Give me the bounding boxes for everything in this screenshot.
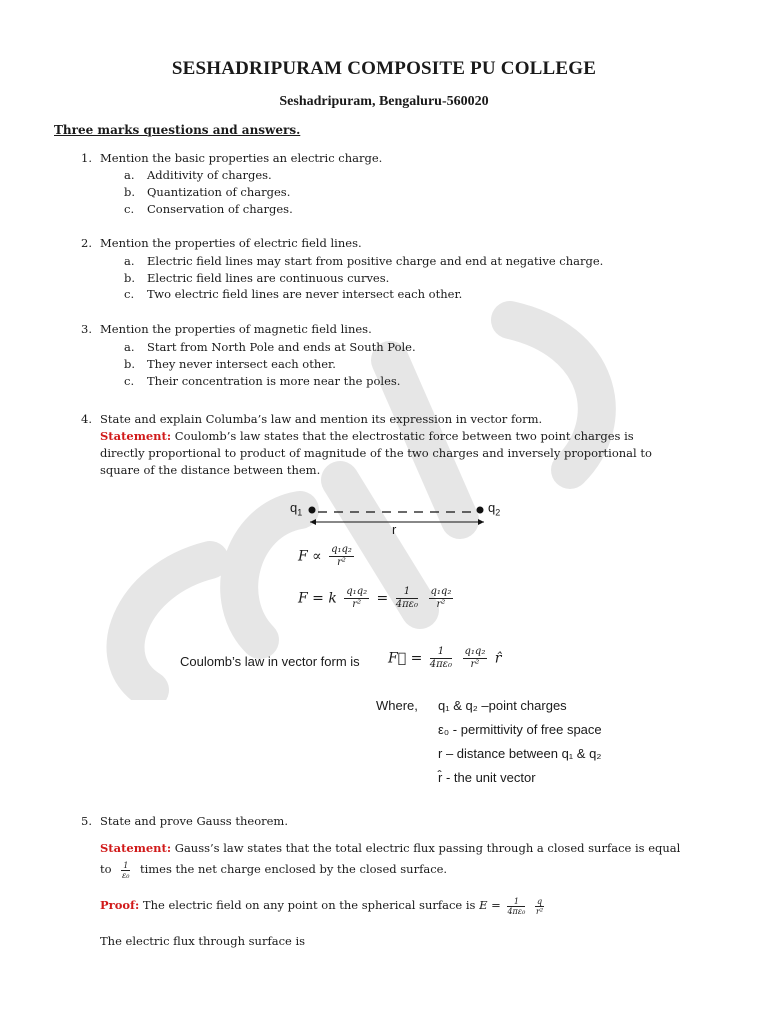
option-text: Two electric field lines are never intersect each other. (147, 287, 463, 301)
statement-line (100, 840, 680, 857)
option-text: Quantization of charges. (147, 185, 291, 199)
option-label: b. (124, 271, 136, 285)
where-item: r̂ - the unit vector (438, 770, 536, 785)
flux-line: The electric flux through surface is (100, 934, 306, 948)
option-text: Additivity of charges. (147, 168, 272, 182)
college-title: SESHADRIPURAM COMPOSITE PU COLLEGE (171, 58, 597, 79)
question-text: State and explain Columba’s law and mention its expression in vector form. (100, 412, 543, 426)
statement-text: Coulomb’s law states that the electrostatic force between two point charges is (174, 429, 634, 443)
question-number: 4. (81, 412, 92, 426)
frac-numerator: 1 (507, 897, 525, 907)
statement-line (100, 857, 447, 881)
coulomb-force-eq: F = k $\frac{\text{q₁q₂}}{\text{r²}}$ = $\frac{1}{\text{4πε₀}}$ $\frac{\text{q₁q₂}}{\text{r²}}$ (298, 586, 452, 610)
option-label: c. (124, 287, 135, 301)
statement-text: times the net charge enclosed by the closed surface. (139, 862, 448, 876)
option-label: c. (124, 202, 135, 216)
question-number: 1. (81, 151, 92, 165)
frac-denominator: r² (536, 906, 544, 916)
where-item: ε₀ - permittivity of free space (438, 722, 602, 737)
option-text: Conservation of charges. (147, 202, 293, 216)
option-label: c. (124, 374, 135, 388)
arrow-right-head (478, 519, 484, 525)
college-address: Seshadripuram, Bengaluru-560020 (279, 94, 489, 109)
option-text: Electric field lines are continuous curves. (147, 271, 390, 285)
question-text: Mention the properties of electric field lines. (100, 236, 362, 250)
q2-label: $q_2$ (488, 500, 501, 518)
option-text: Start from North Pole and ends at South Pole. (147, 340, 416, 354)
option-label: a. (124, 340, 135, 354)
statement-text: to (100, 862, 112, 876)
q1-label: $q_1$ (290, 500, 303, 518)
charge-q2-dot (477, 507, 484, 514)
where-item: q₁ & q₂ –point charges (438, 698, 567, 713)
option-label: b. (124, 357, 136, 371)
frac-denominator: 4πε₀ (507, 906, 526, 916)
proof-label: Proof: (100, 898, 140, 912)
question-text: Mention the properties of magnetic field lines. (100, 322, 372, 336)
frac-numerator: 1 (123, 860, 129, 870)
question-number: 5. (81, 814, 92, 828)
option-label: a. (124, 168, 135, 182)
r-label: r (392, 522, 397, 537)
option-text: Electric field lines may start from positive charge and end at negative charge. (147, 254, 604, 268)
vector-form-label: Coulomb’s law in vector form is (180, 654, 360, 669)
option-label: b. (124, 185, 136, 199)
statement-line (100, 428, 634, 445)
option-label: a. (124, 254, 135, 268)
charge-q1-dot (309, 507, 316, 514)
coulomb-vector-eq: F⃗ = $\frac{1}{\text{4πε₀}}$ $\frac{\text{q₁q₂}}{\text{r²}}$ r̂ (388, 646, 502, 670)
frac-denominator: ε₀ (122, 870, 130, 880)
proof-eq-lhs: E = (479, 898, 501, 912)
question-number: 3. (81, 322, 92, 336)
where-label: Where, (376, 698, 418, 713)
question-number: 2. (81, 236, 92, 250)
section-heading: Three marks questions and answers. (54, 123, 301, 137)
question-text: Mention the basic properties an electric charge. (100, 151, 383, 165)
coulomb-proportionality-eq: F ∝ $\frac{\text{q₁q₂}}{\text{r²}}$ (298, 544, 352, 568)
statement-text: Gauss’s law states that the total electric flux passing through a closed surface is equal (174, 841, 681, 855)
statement-label: Statement: (100, 841, 172, 855)
frac-numerator: q (536, 896, 543, 906)
coulomb-figure (180, 492, 620, 792)
question-text: State and prove Gauss theorem. (100, 814, 288, 828)
option-text: Their concentration is more near the poles. (147, 374, 401, 388)
where-item: r – distance between q₁ & q₂ (438, 746, 602, 761)
statement-label: Statement: (100, 429, 172, 443)
arrow-left-head (310, 519, 316, 525)
statement-line: directly proportional to product of magnitude of the two charges and inversely proportional to (100, 446, 652, 460)
option-text: They never intersect each other. (147, 357, 336, 371)
statement-line: square of the distance between them. (100, 463, 321, 477)
proof-line (100, 893, 547, 917)
proof-text: The electric field on any point on the spherical surface is (142, 898, 476, 912)
